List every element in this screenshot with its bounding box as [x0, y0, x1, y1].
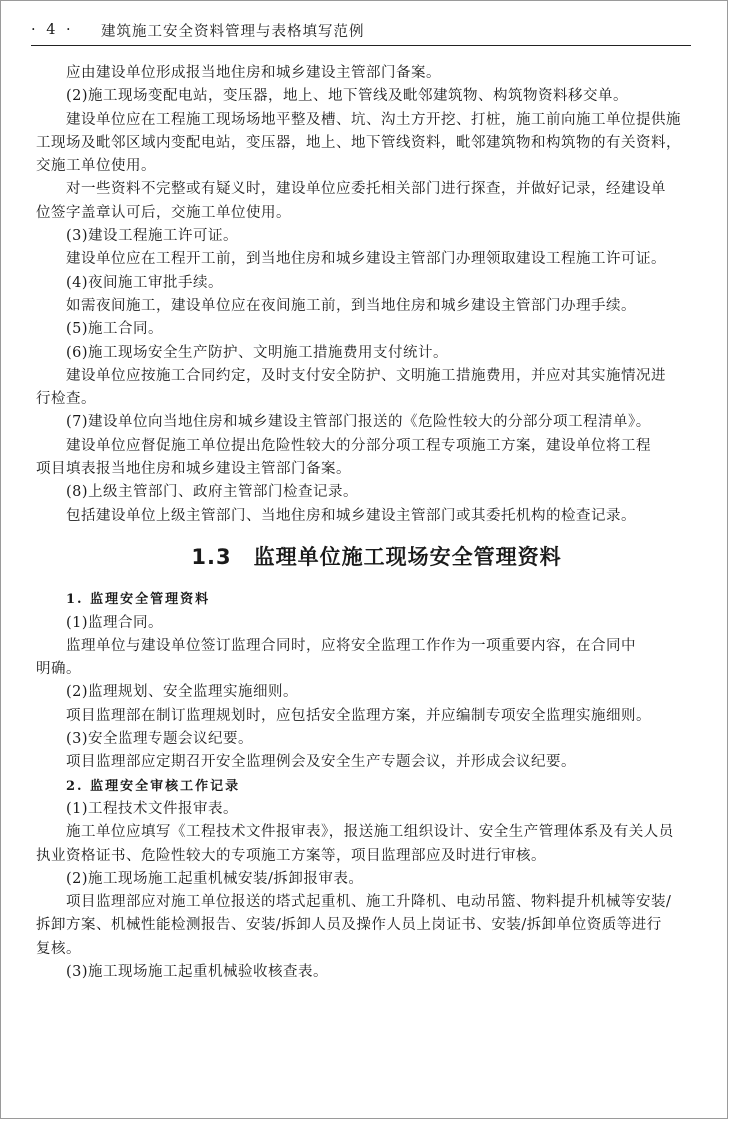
subsection-heading: 2. 监理安全审核工作记录 — [66, 778, 241, 794]
paragraph-line: (2)施工现场变配电站，变压器，地上、地下管线及毗邻建筑物、构筑物资料移交单。 — [66, 88, 629, 105]
section-title: 监理单位施工现场安全管理资料 — [253, 544, 562, 569]
paragraph-line: (5)施工合同。 — [66, 321, 164, 338]
book-title: 建筑施工安全资料管理与表格填写范例 — [101, 23, 365, 40]
section-heading — [66, 546, 687, 569]
paragraph-line: (3)施工现场施工起重机械验收核查表。 — [66, 963, 329, 980]
paragraph-line: 交施工单位使用。 — [36, 158, 156, 175]
paragraph-line: (8)上级主管部门、政府主管部门检查记录。 — [66, 484, 359, 501]
paragraph-line: 施工单位应填写《工程技术文件报审表》，报送施工组织设计、安全生产管理体系及有关人员 — [66, 824, 674, 841]
subsection-heading: 1. 监理安全管理资料 — [66, 592, 211, 608]
paragraph-line: (3)建设工程施工许可证。 — [66, 228, 239, 245]
section-number: 1.3 — [191, 544, 232, 569]
paragraph-line: 行检查。 — [36, 391, 96, 408]
paragraph-line: 建设单位应在工程开工前，到当地住房和城乡建设主管部门办理领取建设工程施工许可证。 — [66, 251, 666, 268]
page-number: · 4 · — [31, 22, 74, 38]
paragraph-line: 监理单位与建设单位签订监理合同时，应将安全监理工作作为一项重要内容，在合同中 — [66, 637, 636, 654]
paragraph-line: 应由建设单位形成报当地住房和城乡建设主管部门备案。 — [66, 65, 441, 81]
paragraph-line: (3)安全监理专题会议纪要。 — [66, 731, 254, 748]
paragraph-line: 项目填表报当地住房和城乡建设主管部门备案。 — [36, 461, 351, 478]
paragraph-line: (6)施工现场安全生产防护、文明施工措施费用支付统计。 — [66, 344, 449, 361]
text-block-b — [36, 588, 687, 984]
paragraph-line: 项目监理部在制订监理规划时，应包括安全监理方案，并应编制专项安全监理实施细则。 — [66, 707, 651, 724]
text-block-a — [36, 62, 687, 528]
paragraph-line: (4)夜间施工审批手续。 — [66, 274, 224, 291]
paragraph-line: 建设单位应按施工合同约定，及时支付安全防护、文明施工措施费用，并应对其实施情况进 — [66, 367, 666, 384]
paragraph-line: 位签字盖章认可后，交施工单位使用。 — [36, 204, 291, 221]
paragraph-line: 复核。 — [36, 940, 81, 957]
paragraph-line: (1)监理合同。 — [66, 614, 164, 631]
paragraph-line: 执业资格证书、危险性较大的专项施工方案等，项目监理部应及时进行审核。 — [36, 847, 546, 864]
running-header — [31, 15, 691, 46]
paragraph-line: (2)施工现场施工起重机械安装/拆卸报审表。 — [66, 870, 364, 887]
paragraph-line: 工现场及毗邻区域内变配电站，变压器，地上、地下管线资料，毗邻建筑物和构筑物的有关资料， — [36, 134, 681, 151]
paragraph-line: 项目监理部应对施工单位报送的塔式起重机、施工升降机、电动吊篮、物料提升机械等安装/ — [66, 894, 672, 911]
paragraph-line: 明确。 — [36, 661, 81, 678]
paragraph-line: (7)建设单位向当地住房和城乡建设主管部门报送的《危险性较大的分部分项工程清单》。 — [66, 414, 651, 431]
paragraph-line: 如需夜间施工，建设单位应在夜间施工前，到当地住房和城乡建设主管部门办理手续。 — [66, 297, 636, 314]
page-content — [36, 62, 687, 984]
paragraph-line: (1)工程技术文件报审表。 — [66, 800, 239, 817]
paragraph-line: 建设单位应督促施工单位提出危险性较大的分部分项工程专项施工方案，建设单位将工程 — [66, 437, 651, 454]
paragraph-line: 包括建设单位上级主管部门、当地住房和城乡建设主管部门或其委托机构的检查记录。 — [66, 507, 636, 524]
paragraph-line: 拆卸方案、机械性能检测报告、安装/拆卸人员及操作人员上岗证书、安装/拆卸单位资质等进行 — [36, 917, 662, 934]
paragraph-line: 项目监理部应定期召开安全监理例会及安全生产专题会议，并形成会议纪要。 — [66, 754, 576, 771]
paragraph-line: 建设单位应在工程施工现场场地平整及槽、坑、沟土方开挖、打桩，施工前向施工单位提供施 — [66, 111, 681, 128]
paragraph-line: (2)监理规划、安全监理实施细则。 — [66, 684, 299, 701]
paragraph-line: 对一些资料不完整或有疑义时，建设单位应委托相关部门进行探查，并做好记录，经建设单 — [66, 181, 666, 198]
